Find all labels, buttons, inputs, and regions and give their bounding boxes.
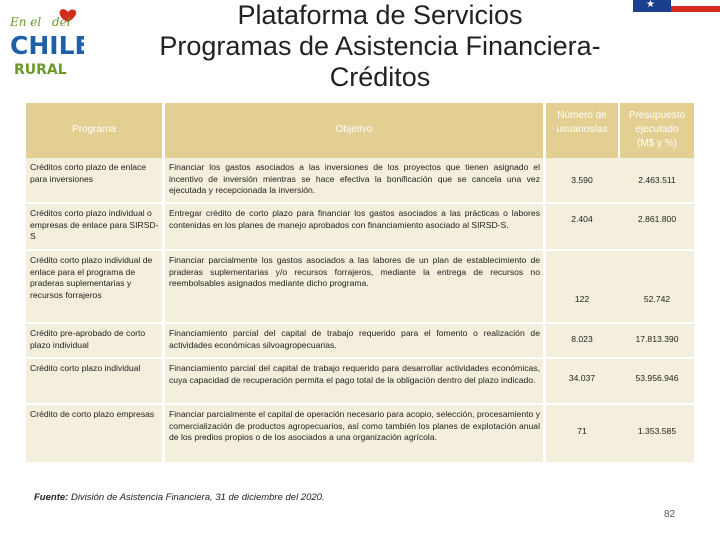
svg-text:del: del [52, 15, 71, 29]
header-programa: Programa [26, 103, 162, 158]
star-icon: ★ [646, 0, 655, 10]
cell-usuarios: 122 [574, 294, 590, 304]
source-footnote: Fuente: División de Asistencia Financiera, 31 de diciembre del 2020. [34, 492, 325, 503]
cell-usuarios: 71 [577, 426, 587, 436]
cell-objetivo: Financiamiento parcial del capital de trabajo requerido para el fomento o realización de actividades económicas silvoagropecuarias. [169, 328, 540, 350]
cell-usuarios: 8.023 [571, 334, 593, 344]
cell-presupuesto: 2.861.800 [637, 214, 677, 224]
cell-objetivo: Financiamiento parcial del capital de trabajo requerido para desarrollar actividades económicas, cuya capacidad de recuperación permita el pago total de la obligación dentro del plazo indicado. [169, 363, 540, 385]
svg-text:RURAL: RURAL [14, 62, 67, 78]
cell-usuarios: 2.404 [571, 214, 593, 224]
cell-objetivo: Financiar los gastos asociados a las inversiones de los proyectos que tienen asignado el incentivo de inversión mientras se hace efectiva la bonificación que se cancela una vez ejecutada y recepcionada la inversión. [169, 162, 540, 195]
header-objetivo: Objetivo [165, 103, 543, 158]
header-presupuesto: Presupuesto ejecutado (M$ y %) [620, 103, 694, 158]
cell-programa: Crédito de corto plazo empresas [30, 409, 155, 419]
cell-presupuesto: 53.956.946 [635, 373, 679, 383]
cell-presupuesto: 2.463.511 [638, 175, 676, 185]
cell-programa: Créditos corto plazo de enlace para inversiones [30, 162, 147, 184]
cell-objetivo: Financiar parcialmente los gastos asociados a las labores de un plan de establecimiento de praderas suplementarias y/o recursos forrajeros, mediante la entrega de recursos no reembolsables asignados mediante dicho programa. [169, 255, 540, 288]
chile-flag [633, 0, 720, 12]
cell-usuarios: 3.590 [571, 175, 593, 185]
svg-text:En el: En el [10, 15, 42, 29]
cell-presupuesto: 1.353.585 [637, 426, 677, 436]
cell-presupuesto: 17.813.390 [635, 334, 679, 344]
column-divider [162, 103, 165, 462]
header-numero-usuarios: Número de usuarios/as [546, 103, 618, 158]
cell-programa: Crédito pre-aprobado de corto plazo individual [30, 328, 146, 350]
cell-programa: Créditos corto plazo individual o empresas de enlace para SIRSD-S [30, 208, 159, 241]
page-title: Plataforma de Servicios Programas de Asistencia Financiera- Créditos [159, 0, 601, 92]
cell-programa: Crédito corto plazo individual de enlace para el programa de praderas suplementarias y recursos forrajeros [30, 255, 153, 300]
chile-rural-logo [6, 6, 84, 84]
cell-objetivo: Financiar parcialmente el capital de operación necesario para acopio, selección, procesamiento y comercialización de productos agropecuarios, así como también los planes de explotación anual de los predios propios o de los asociados a una organización agrícola. [169, 409, 540, 442]
cell-objetivo: Entregar crédito de corto plazo para financiar los gastos asociados a las prácticas o labores contenidas en los planes de manejo aprobados con financiamiento asociado al SIRSD-S. [169, 208, 540, 230]
cell-programa: Crédito corto plazo individual [30, 363, 141, 373]
column-divider [543, 158, 546, 462]
cell-presupuesto: 52.742 [643, 294, 671, 304]
page-number: 82 [664, 509, 676, 520]
svg-text:CHILE: CHILE [10, 31, 84, 60]
cell-usuarios: 34.037 [568, 373, 596, 383]
